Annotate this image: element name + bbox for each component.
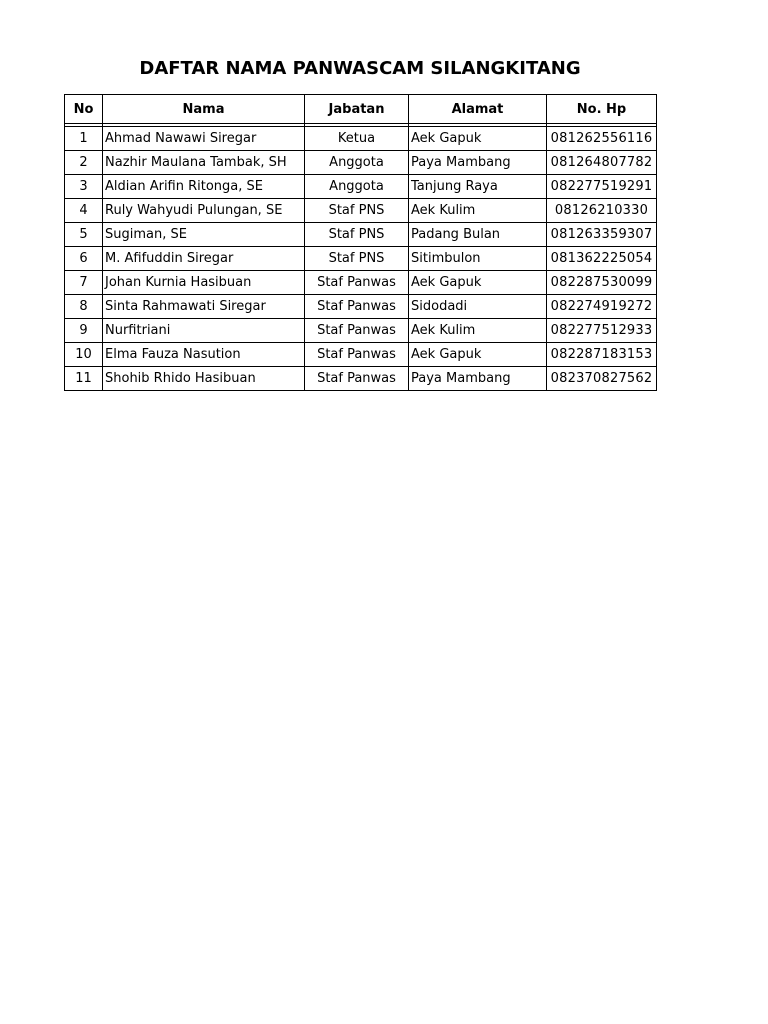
cell-nama: Sugiman, SE	[103, 223, 305, 247]
cell-hp: 081264807782	[547, 151, 657, 175]
cell-alamat: Sidodadi	[409, 295, 547, 319]
cell-jabatan: Staf Panwas	[305, 367, 409, 391]
cell-alamat: Aek Gapuk	[409, 271, 547, 295]
table-row	[65, 319, 657, 343]
cell-no: 6	[65, 247, 103, 271]
cell-hp: 082277519291	[547, 175, 657, 199]
table-row	[65, 271, 657, 295]
cell-alamat: Aek Kulim	[409, 319, 547, 343]
cell-jabatan: Staf Panwas	[305, 271, 409, 295]
cell-jabatan: Ketua	[305, 127, 409, 151]
cell-jabatan: Staf PNS	[305, 223, 409, 247]
cell-alamat: Aek Gapuk	[409, 343, 547, 367]
cell-no: 9	[65, 319, 103, 343]
cell-no: 11	[65, 367, 103, 391]
cell-alamat: Paya Mambang	[409, 151, 547, 175]
header-alamat: Alamat	[409, 95, 547, 124]
cell-hp: 082277512933	[547, 319, 657, 343]
cell-hp: 081263359307	[547, 223, 657, 247]
cell-hp: 081362225054	[547, 247, 657, 271]
cell-jabatan: Anggota	[305, 151, 409, 175]
cell-no: 5	[65, 223, 103, 247]
cell-nama: Sinta Rahmawati Siregar	[103, 295, 305, 319]
table-row	[65, 367, 657, 391]
cell-no: 7	[65, 271, 103, 295]
cell-alamat: Aek Kulim	[409, 199, 547, 223]
cell-jabatan: Staf Panwas	[305, 319, 409, 343]
cell-jabatan: Staf Panwas	[305, 295, 409, 319]
table-row	[65, 343, 657, 367]
cell-alamat: Sitimbulon	[409, 247, 547, 271]
cell-alamat: Tanjung Raya	[409, 175, 547, 199]
document-title: DAFTAR NAMA PANWASCAM SILANGKITANG	[139, 58, 581, 79]
cell-nama: Aldian Arifin Ritonga, SE	[103, 175, 305, 199]
cell-jabatan: Anggota	[305, 175, 409, 199]
table-row	[65, 295, 657, 319]
table-row	[65, 151, 657, 175]
cell-nama: Nazhir Maulana Tambak, SH	[103, 151, 305, 175]
cell-hp: 082287530099	[547, 271, 657, 295]
cell-no: 2	[65, 151, 103, 175]
cell-alamat: Aek Gapuk	[409, 127, 547, 151]
cell-jabatan: Staf PNS	[305, 247, 409, 271]
table-header-row	[65, 95, 657, 124]
cell-nama: Ahmad Nawawi Siregar	[103, 127, 305, 151]
cell-no: 10	[65, 343, 103, 367]
cell-nama: Johan Kurnia Hasibuan	[103, 271, 305, 295]
header-nama: Nama	[103, 95, 305, 124]
cell-alamat: Paya Mambang	[409, 367, 547, 391]
cell-jabatan: Staf PNS	[305, 199, 409, 223]
table-row	[65, 199, 657, 223]
cell-nama: Elma Fauza Nasution	[103, 343, 305, 367]
cell-no: 3	[65, 175, 103, 199]
table-row	[65, 247, 657, 271]
cell-hp: 082287183153	[547, 343, 657, 367]
cell-no: 1	[65, 127, 103, 151]
cell-nama: Nurfitriani	[103, 319, 305, 343]
cell-nama: M. Afifuddin Siregar	[103, 247, 305, 271]
cell-jabatan: Staf Panwas	[305, 343, 409, 367]
cell-hp: 082274919272	[547, 295, 657, 319]
header-jabatan: Jabatan	[305, 95, 409, 124]
cell-hp: 08126210330	[547, 199, 657, 223]
header-hp: No. Hp	[547, 95, 657, 124]
table-row	[65, 127, 657, 151]
cell-nama: Ruly Wahyudi Pulungan, SE	[103, 199, 305, 223]
header-no: No	[65, 95, 103, 124]
cell-alamat: Padang Bulan	[409, 223, 547, 247]
table-row	[65, 223, 657, 247]
cell-nama: Shohib Rhido Hasibuan	[103, 367, 305, 391]
member-table	[64, 94, 657, 391]
table-row	[65, 175, 657, 199]
cell-no: 4	[65, 199, 103, 223]
cell-no: 8	[65, 295, 103, 319]
cell-hp: 082370827562	[547, 367, 657, 391]
cell-hp: 081262556116	[547, 127, 657, 151]
